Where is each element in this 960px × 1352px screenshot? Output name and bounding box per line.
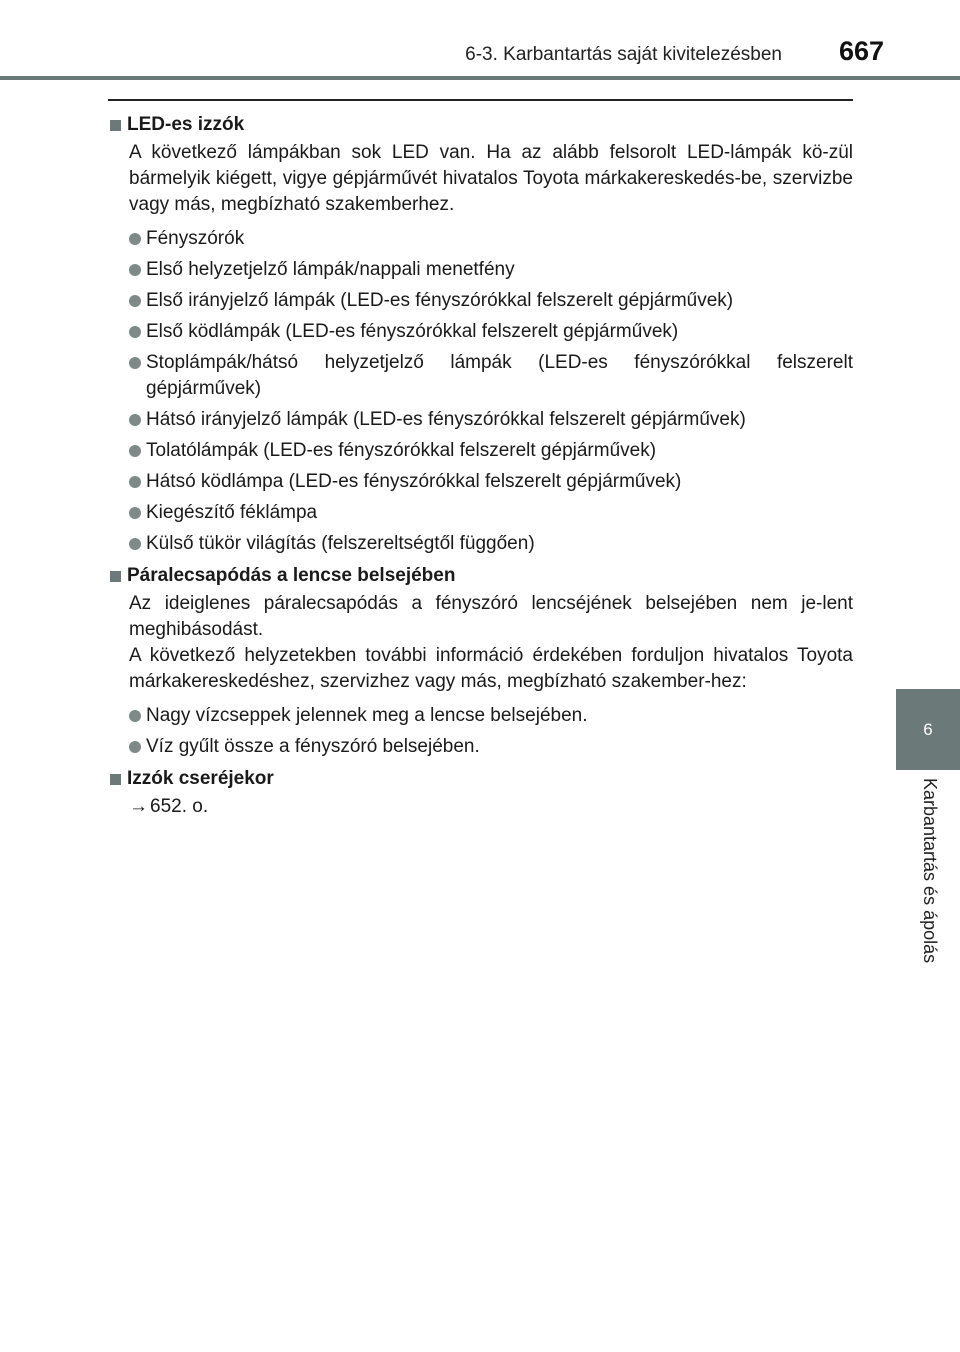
section-heading: [110, 112, 853, 138]
list-item: [129, 438, 853, 464]
round-bullet-icon: [129, 414, 141, 426]
square-bullet-icon: [110, 571, 121, 582]
list-item: [129, 531, 853, 557]
section-paragraph: A következő helyzetekben további információ érdekében forduljon hivatalos Toyota márkakereskedéshez, szervizhez vagy más, megbízható szakember-hez:: [129, 645, 853, 692]
section-heading-text: Páralecsapódás a lencse belsejében: [127, 565, 456, 586]
round-bullet-icon: [129, 357, 141, 369]
round-bullet-icon: [129, 264, 141, 276]
section-lens-condensation: [110, 563, 853, 760]
list-item: [129, 500, 853, 526]
list-item-text: Első irányjelző lámpák (LED-es fényszórókkal felszerelt gépjárművek): [146, 290, 734, 311]
list-item-text: Kiegészítő féklámpa: [146, 502, 318, 523]
page-reference-text: 652. o.: [150, 796, 209, 817]
list-item: [129, 226, 853, 252]
round-bullet-icon: [129, 507, 141, 519]
list-item-text: Hátsó irányjelző lámpák (LED-es fényszórókkal felszerelt gépjárművek): [146, 409, 746, 430]
right-arrow-icon: →: [129, 796, 148, 817]
round-bullet-icon: [129, 295, 141, 307]
section-heading: [110, 563, 853, 589]
list-item-text: Első ködlámpák (LED-es fényszórókkal felszerelt gépjárművek): [146, 321, 679, 342]
list-item: [129, 703, 853, 729]
page-number: 667: [838, 36, 884, 66]
section-bulb-replacement: [110, 766, 853, 820]
section-paragraph: Az ideiglenes páralecsapódás a fényszóró lencséjének belsejében nem je-lent meghibásodást.: [129, 593, 853, 640]
list-item: [129, 407, 853, 433]
bullet-list: [129, 226, 853, 557]
section-paragraph: A következő lámpákban sok LED van. Ha az alább felsorolt LED-lámpák kö-zül bármelyik kiégett, vigye gépjárművét hivatalos Toyota márkakereskedés-be, szervizbe vagy más, megbízható szakemberhez.: [129, 142, 853, 215]
list-item: [129, 350, 853, 402]
list-item-text: Tolatólámpák (LED-es fényszórókkal felszerelt gépjárművek): [146, 440, 657, 461]
content-top-divider: [108, 99, 853, 101]
section-heading-text: LED-es izzók: [127, 114, 245, 135]
round-bullet-icon: [129, 538, 141, 550]
section-heading-text: Izzók cseréjekor: [127, 768, 274, 789]
chapter-title: Karbantartás és ápolás: [920, 778, 940, 964]
round-bullet-icon: [129, 233, 141, 245]
header-section-title: 6-3. Karbantartás saját kivitelezésben: [465, 44, 782, 65]
round-bullet-icon: [129, 741, 141, 753]
list-item-text: Stoplámpák/hátsó helyzetjelző lámpák (LED-es fényszórókkal felszerelt gépjárművek): [146, 352, 853, 399]
section-heading: [110, 766, 853, 792]
list-item: [129, 469, 853, 495]
list-item-text: Külső tükör világítás (felszereltségtől függően): [146, 533, 535, 554]
list-item: [129, 257, 853, 283]
list-item: [129, 734, 853, 760]
round-bullet-icon: [129, 710, 141, 722]
bullet-list: [129, 703, 853, 760]
list-item-text: Nagy vízcseppek jelennek meg a lencse belsejében.: [146, 705, 588, 726]
chapter-tab: [896, 689, 960, 770]
list-item-text: Víz gyűlt össze a fényszóró belsejében.: [146, 736, 480, 757]
round-bullet-icon: [129, 476, 141, 488]
round-bullet-icon: [129, 326, 141, 338]
list-item-text: Első helyzetjelző lámpák/nappali menetfény: [146, 259, 515, 280]
list-item-text: Fényszórók: [146, 228, 245, 249]
list-item-text: Hátsó ködlámpa (LED-es fényszórókkal felszerelt gépjárművek): [146, 471, 682, 492]
list-item: [129, 288, 853, 314]
chapter-number: 6: [923, 719, 933, 739]
section-led-bulbs: [110, 112, 853, 557]
header-divider: [0, 76, 960, 80]
square-bullet-icon: [110, 774, 121, 785]
page-reference[interactable]: [129, 794, 853, 820]
page-content: [110, 106, 853, 820]
list-item: [129, 319, 853, 345]
square-bullet-icon: [110, 120, 121, 131]
round-bullet-icon: [129, 445, 141, 457]
